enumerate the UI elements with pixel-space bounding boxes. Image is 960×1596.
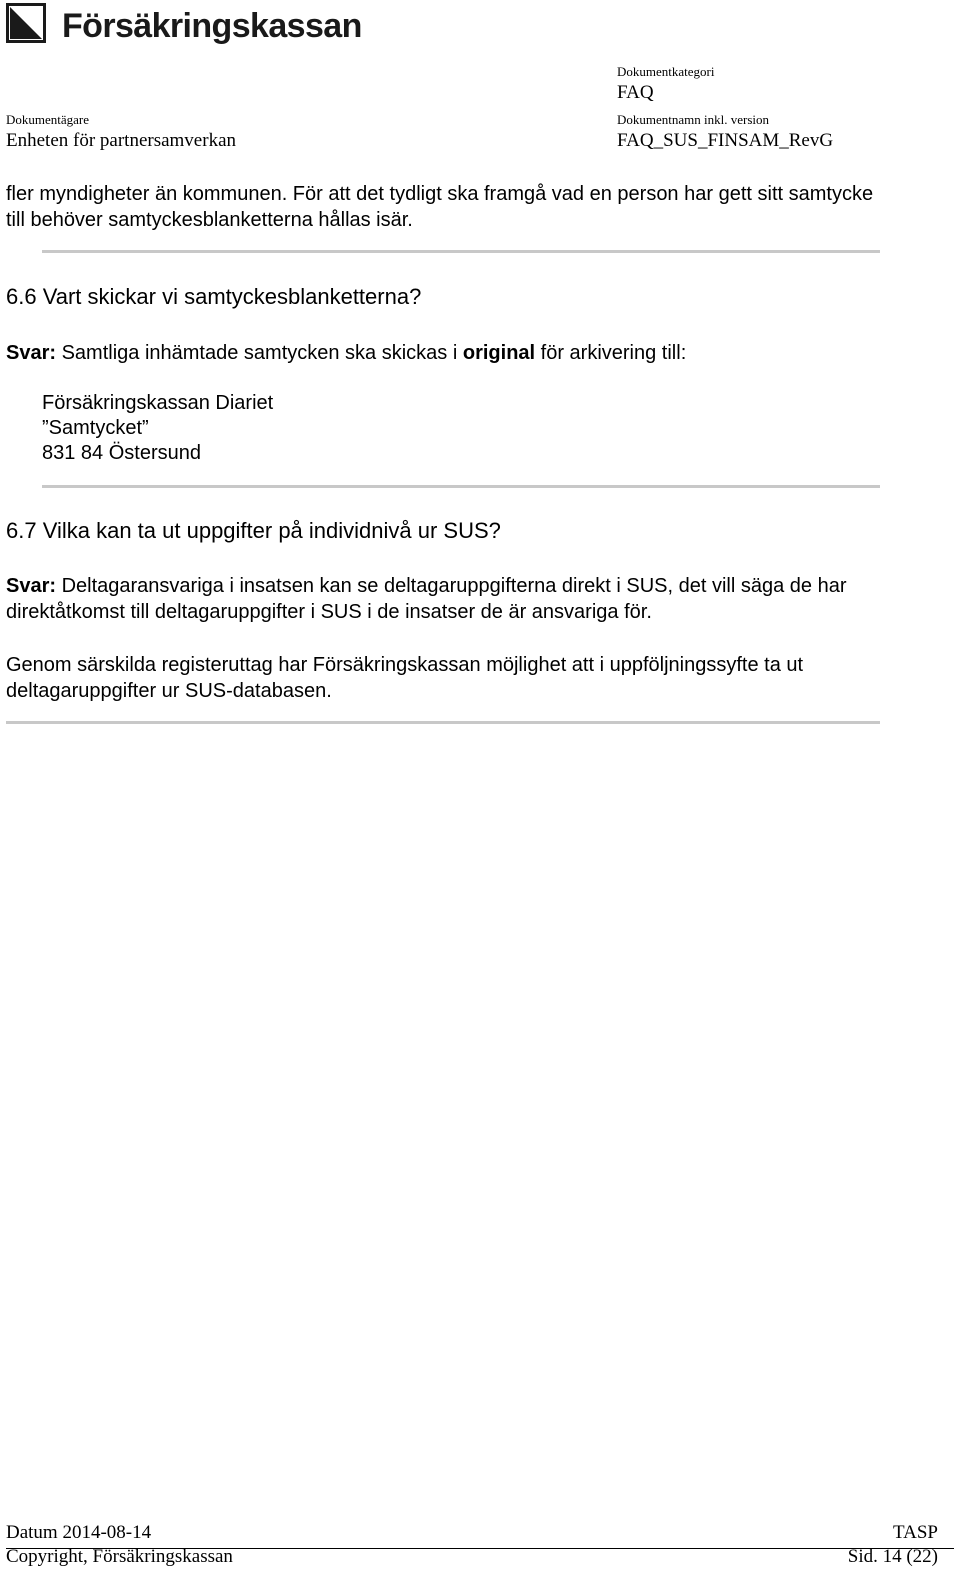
address-line: ”Samtycket” [42,417,149,439]
answer-emphasis: original [462,342,536,364]
question-heading-6-7: 6.7 Vilka kan ta ut uppgifter på individnivå ur SUS? [6,518,501,543]
footer-page-number: Sid. 14 (22) [847,1546,938,1567]
section-divider [42,485,880,488]
answer-text: Deltagaransvariga i insatsen kan se deltagaruppgifterna direkt i SUS, det vill säga de har direktåtkomst till deltagaruppgifter i SUS i de insatser de är ansvariga för. [6,575,847,623]
address-line: Försäkringskassan Diariet [42,392,274,414]
answer-label: Svar: [6,575,57,597]
footer-code: TASP [893,1522,938,1543]
intro-paragraph: fler myndigheter än kommunen. För att det tydligt ska framgå vad en person har gett sitt samtycke till behöver samtyckesblanketterna hållas isär. [6,183,874,231]
answer-paragraph-6-6 [6,340,886,366]
answer-paragraph-6-7 [6,573,886,625]
doc-name-value: FAQ_SUS_FINSAM_RevG [617,130,834,151]
answer-text: för arkivering till: [535,342,687,364]
paragraph: Genom särskilda registeruttag har Försäkringskassan möjlighet att i uppföljningssyfte ta ut deltagaruppgifter ur SUS-databasen. [6,654,804,702]
section-divider [6,721,880,724]
doc-name-label: Dokumentnamn inkl. version [617,112,770,127]
section-divider [42,250,880,253]
answer-label: Svar: [6,342,57,364]
answer-text: Samtliga inhämtade samtycken ska skickas i [56,342,463,364]
doc-owner-value: Enheten för partnersamverkan [6,130,237,151]
logo-text: Försäkringskassan [62,7,362,45]
logo-icon [6,3,46,43]
doc-owner-label: Dokumentägare [6,112,90,127]
question-heading-6-6: 6.6 Vart skickar vi samtyckesblanketterna? [6,284,422,309]
address-line: 831 84 Östersund [42,442,201,464]
doc-category-label: Dokumentkategori [617,64,715,79]
address-block [42,391,273,466]
footer-copyright: Copyright, Försäkringskassan [6,1546,233,1567]
doc-category-value: FAQ [617,82,654,103]
footer-date: Datum 2014-08-14 [6,1522,152,1543]
